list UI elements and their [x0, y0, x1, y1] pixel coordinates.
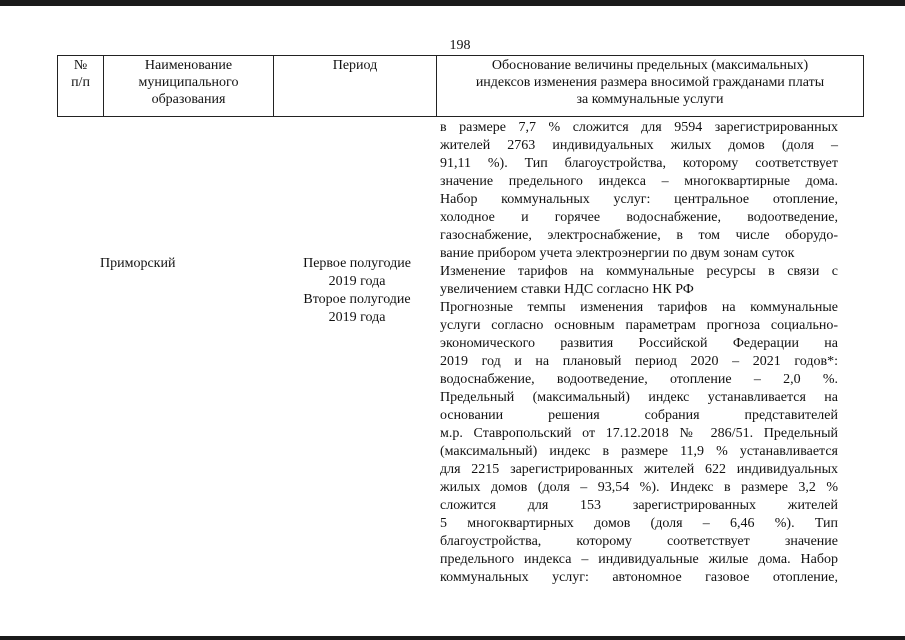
- municipality-name: Приморский: [100, 256, 176, 271]
- text-line: 91,11 %). Тип благоустройства, которому соответствует: [440, 156, 838, 171]
- text-line: водоснабжение, водоотведение, отопление – 2,0 %.: [440, 372, 838, 387]
- text-line: газоснабжение, электроснабжение, в том числе оборудо-: [440, 228, 838, 243]
- text-line: (максимальный) индекс в размере 11,9 % устанавливается: [440, 444, 838, 459]
- table-header: [57, 55, 864, 117]
- text-line: значение предельного индекса – многоквартирные дома.: [440, 174, 838, 189]
- text-line: в размере 7,7 % сложится для 9594 зарегистрированных: [440, 120, 838, 135]
- text-line: Предельный (максимальный) индекс устанавливается на: [440, 390, 838, 405]
- header-text: за коммунальные услуги: [576, 92, 724, 107]
- text-line: увеличением ставки НДС согласно НК РФ: [440, 282, 694, 297]
- period-line: Второе полугодие: [303, 292, 411, 307]
- text-line: Прогнозные темпы изменения тарифов на коммунальные: [440, 300, 838, 315]
- page-number: 198: [449, 38, 471, 53]
- text-line: услуги согласно основным параметрам прогноза социально-: [440, 318, 838, 333]
- text-line: для 2215 зарегистрированных жителей 622 индивидуальных: [440, 462, 838, 477]
- text-line: сложится для 153 зарегистрированных жителей: [440, 498, 838, 513]
- top-border: [0, 0, 905, 6]
- period-line: Первое полугодие: [303, 256, 411, 271]
- header-text: Наименование: [144, 58, 233, 73]
- text-line: м.р. Ставропольский от 17.12.2018 № 286/51. Предельный: [440, 426, 838, 441]
- text-line: 2019 год и на плановый период 2020 – 2021 годов*:: [440, 354, 838, 369]
- bottom-border: [0, 636, 905, 640]
- header-text: Обоснование величины предельных (максимальных): [491, 58, 809, 73]
- text-line: жилых домов (доля – 93,54 %). Индекс в размере 3,2 %: [440, 480, 838, 495]
- text-line: основании решения собрания представителей: [440, 408, 838, 423]
- justification-text: [440, 119, 838, 587]
- period-line: 2019 года: [328, 274, 386, 289]
- period-line: 2019 года: [328, 310, 386, 325]
- header-text: п/п: [71, 75, 90, 90]
- text-line: холодное и горячее водоснабжение, водоотведение,: [440, 210, 838, 225]
- header-text: муниципального: [138, 75, 239, 90]
- header-text: образования: [151, 92, 226, 107]
- header-justification-column: [437, 56, 863, 116]
- header-text: Период: [332, 58, 378, 73]
- text-line: экономического развития Российской Федерации на: [440, 336, 838, 351]
- text-line: коммунальных услуг: автономное газовое отопление,: [440, 570, 838, 585]
- header-municipality-column: [104, 56, 274, 116]
- text-line: жителей 2763 индивидуальных жилых домов (доля –: [440, 138, 838, 153]
- header-period-column: [274, 56, 437, 116]
- header-number-column: [58, 56, 104, 116]
- period-cell: [282, 255, 432, 327]
- text-line: 5 многоквартирных домов (доля – 6,46 %). Тип: [440, 516, 838, 531]
- header-text: индексов изменения размера вносимой гражданами платы: [475, 75, 825, 90]
- text-line: Набор коммунальных услуг: центральное отопление,: [440, 192, 838, 207]
- text-line: благоустройства, которому соответствует значение: [440, 534, 838, 549]
- text-line: предельного индекса – индивидуальные жилые дома. Набор: [440, 552, 838, 567]
- header-text: №: [73, 58, 88, 73]
- text-line: вание прибором учета электроэнергии по двум зонам суток: [440, 246, 795, 261]
- text-line: Изменение тарифов на коммунальные ресурсы в связи с: [440, 264, 838, 279]
